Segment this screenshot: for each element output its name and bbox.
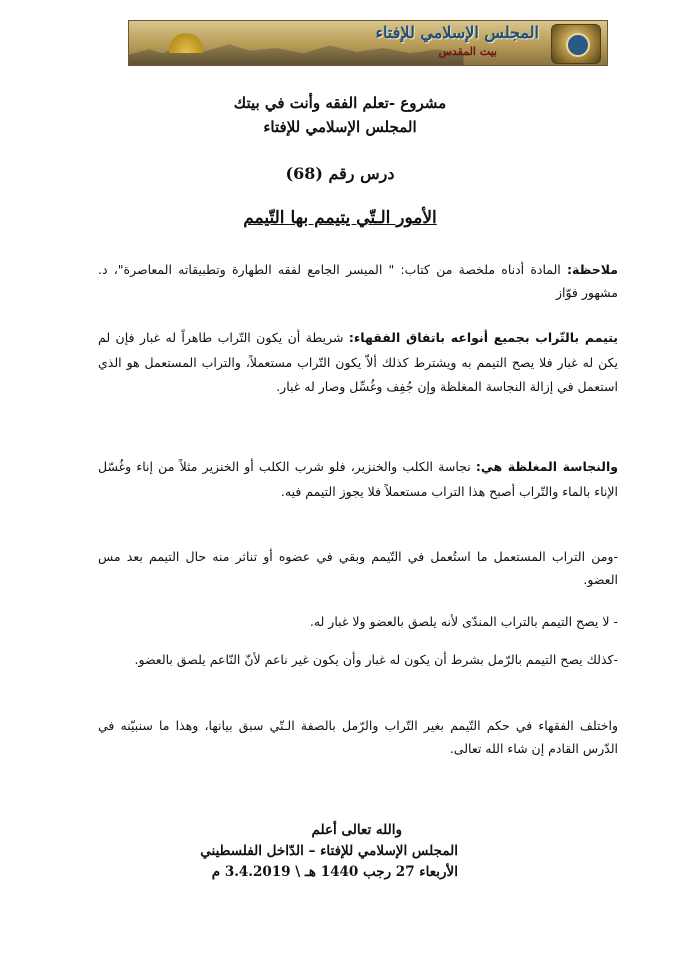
project-title: مشروع -تعلم الفقه وأنت في بيتك (233, 94, 447, 112)
lesson-number: درس رقم (68) (285, 164, 395, 183)
paragraph-label: والنجاسة المغلظة هي: (475, 459, 619, 474)
signature-date: الأربعاء 27 رجب 1440 هـ \ 3.4.2019 م (211, 864, 458, 880)
council-emblem-logo (551, 24, 601, 64)
note-paragraph (98, 258, 618, 304)
project-header (0, 91, 680, 139)
closing-phrase: والله تعالى أعلم (311, 822, 402, 838)
paragraph-text: شريطة أن يكون التّراب طاهراً له غبار فإن لم يكن له غبار فلا يصح التيمم به ويشترط كذلك ألاّ يكون التّراب مستعملاً، والتراب المستعمل هو الذي استعمل في إزالة النجاسة المغلظة وإن جُفِف وغُسِّل وصار له غبار. (98, 330, 618, 394)
paragraph-scholars-differ: واختلف الفقهاء في حكم التّيمم بغير التّراب والرّمل بالصفة الـتّي سبق بيانها، وهذا ما سنبيّنه في الدّرس القادم إن شاء الله تعالى. (98, 718, 618, 756)
paragraph-used-soil: -ومن التراب المستعمل ما استُعمل في التّيمم وبقي في عضوه أو تناثر منه حال التيمم بعد مس العضو. (98, 549, 618, 587)
banner-subtitle: بيت المقدس (438, 45, 497, 58)
dome-of-the-rock-image (169, 33, 203, 53)
note-label: ملاحظة: (567, 262, 618, 277)
paragraph-heavy-impurity (98, 455, 618, 504)
paragraph-sand: -كذلك يصح التيمم بالرّمل بشرط أن يكون له غبار وأن يكون غير ناعم لأنّ النّاعم يلصق بالعضو. (134, 652, 618, 667)
council-name: المجلس الإسلامي للإفتاء (263, 118, 417, 136)
paragraph-text: نجاسة الكلب والخنزير، فلو شرب الكلب أو الخنزير مثلاً من إناء وغُسّل الإناء بالماء والتّراب أصبح هذا التراب مستعملاً فلا يجوز التيمم فيه. (98, 459, 618, 499)
note-text: المادة أدناه ملخصة من كتاب: " الميسر الجامع لفقه الطهارة وتطبيقاته المعاصرة"، د. مشهور فوّاز (98, 262, 618, 300)
paragraph-label: يتيمم بالتّراب بجميع أنواعه باتفاق الفقهاء: (348, 330, 618, 345)
header-banner (128, 20, 608, 66)
banner-title: المجلس الإسلامي للإفتاء (375, 23, 539, 42)
paragraph-damp-soil: - لا يصح التيمم بالتراب المندّى لأنه يلصق بالعضو ولا غبار له. (309, 614, 618, 629)
paragraph-tayammum-soil (98, 326, 618, 400)
lesson-topic-title: الأمور الـتّي يتيمم بها التّيمم (243, 208, 437, 228)
signature-block (138, 820, 458, 883)
signature-council: المجلس الإسلامي للإفتاء – الدّاخل الفلسطيني (200, 843, 458, 859)
